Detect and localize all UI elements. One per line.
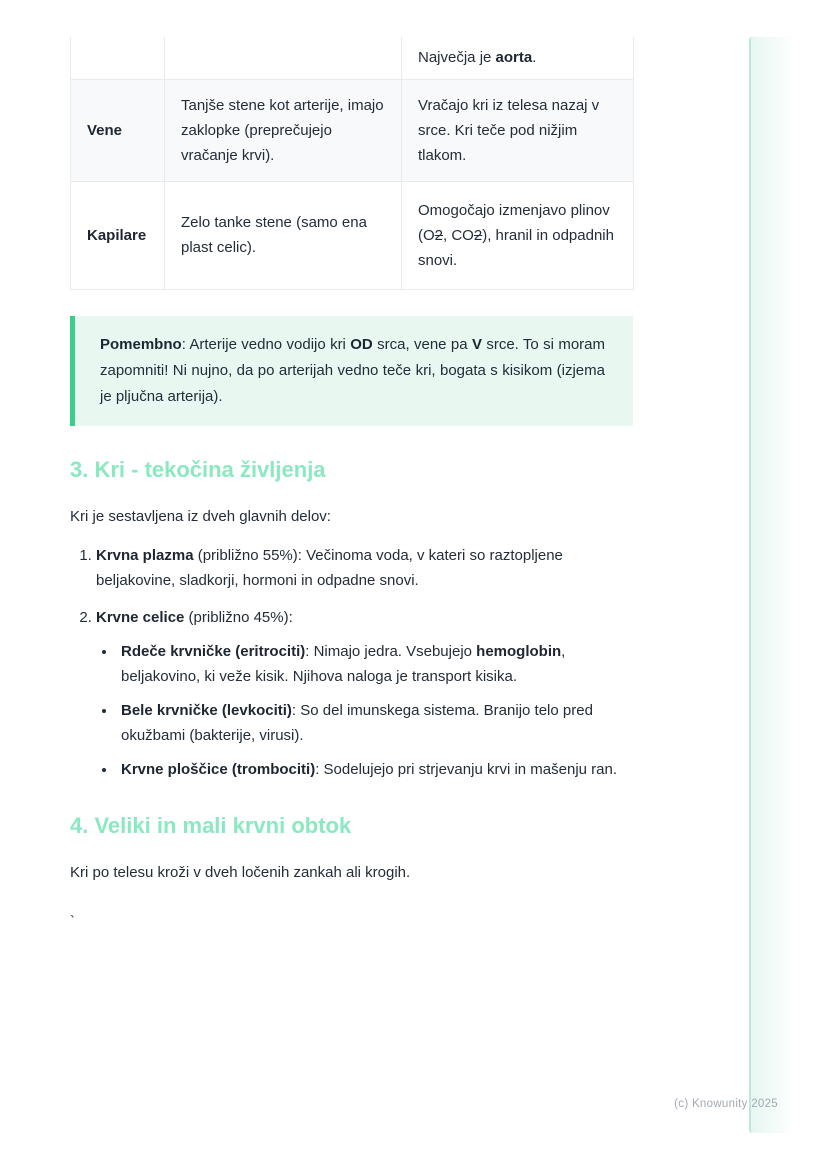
list-item-krvna-plazma — [96, 543, 633, 593]
cell-term — [71, 37, 165, 79]
blood-components-list — [70, 543, 633, 782]
section-4-heading: 4. Veliki in mali krvni obtok — [70, 812, 352, 838]
blood-cells-sublist — [96, 639, 633, 782]
stray-backtick: ` — [70, 912, 75, 930]
page-content — [70, 0, 633, 934]
cell-function: Omogočajo izmenjavo plinov (O2, CO2), hranil in odpadnih snovi. — [402, 181, 634, 289]
list-item-text: Krvne celice (približno 45%): — [96, 608, 293, 626]
callout-text: Pomembno: Arterije vedno vodijo kri OD srca, vene pa V srce. To si moram zapomniti! Ni nujno, da po arterijah vedno teče kri, bogata s kisikom (izjema je pljučna arterija). — [100, 335, 606, 405]
list-item-text: Krvna plazma (približno 55%): Večinoma voda, v kateri so raztopljene beljakovine, sladkorji, hormoni in odpadne snovi. — [96, 546, 563, 589]
list-item-krvne-celice — [96, 605, 633, 782]
list-item-eritrociti: • Rdeče krvničke (eritrociti): Nimajo jedra. Vsebujejo hemoglobin, beljakovino, ki veže kisik. Njihova naloga je transport kisika. — [117, 639, 633, 689]
cell-function: Vračajo kri iz telesa nazaj v srce. Kri teče pod nižjim tlakom. — [402, 79, 634, 181]
section-3-intro: Kri je sestavljena iz dveh glavnih delov: — [70, 507, 331, 525]
list-item-trombociti: • Krvne ploščice (trombociti): Sodelujejo pri strjevanju krvi in mašenju ran. — [117, 757, 633, 782]
important-note-callout — [70, 316, 633, 426]
cell-term: Kapilare — [71, 181, 165, 289]
section-4-intro: Kri po telesu kroži v dveh ločenih zankah ali krogih. — [70, 863, 411, 881]
table-row-kapilare — [71, 181, 634, 289]
section-3-heading: 3. Kri - tekočina življenja — [70, 456, 326, 482]
table-row-arterije-continued — [71, 37, 634, 79]
blood-vessels-table — [70, 37, 634, 290]
list-item-levkociti: • Bele krvničke (levkociti): So del imunskega sistema. Branijo telo pred okužbami (bakterije, virusi). — [117, 698, 633, 748]
cell-structure: Zelo tanke stene (samo ena plast celic). — [165, 181, 402, 289]
cell-term: Vene — [71, 79, 165, 181]
next-page-edge-strip — [749, 37, 792, 1133]
cell-structure: Tanjše stene kot arterije, imajo zaklopke (preprečujejo vračanje krvi). — [165, 79, 402, 181]
cell-function: Največja je aorta. — [402, 37, 634, 79]
copyright-notice: (c) Knowunity 2025 — [674, 1098, 778, 1110]
cell-structure — [165, 37, 402, 79]
table-row-vene — [71, 79, 634, 181]
